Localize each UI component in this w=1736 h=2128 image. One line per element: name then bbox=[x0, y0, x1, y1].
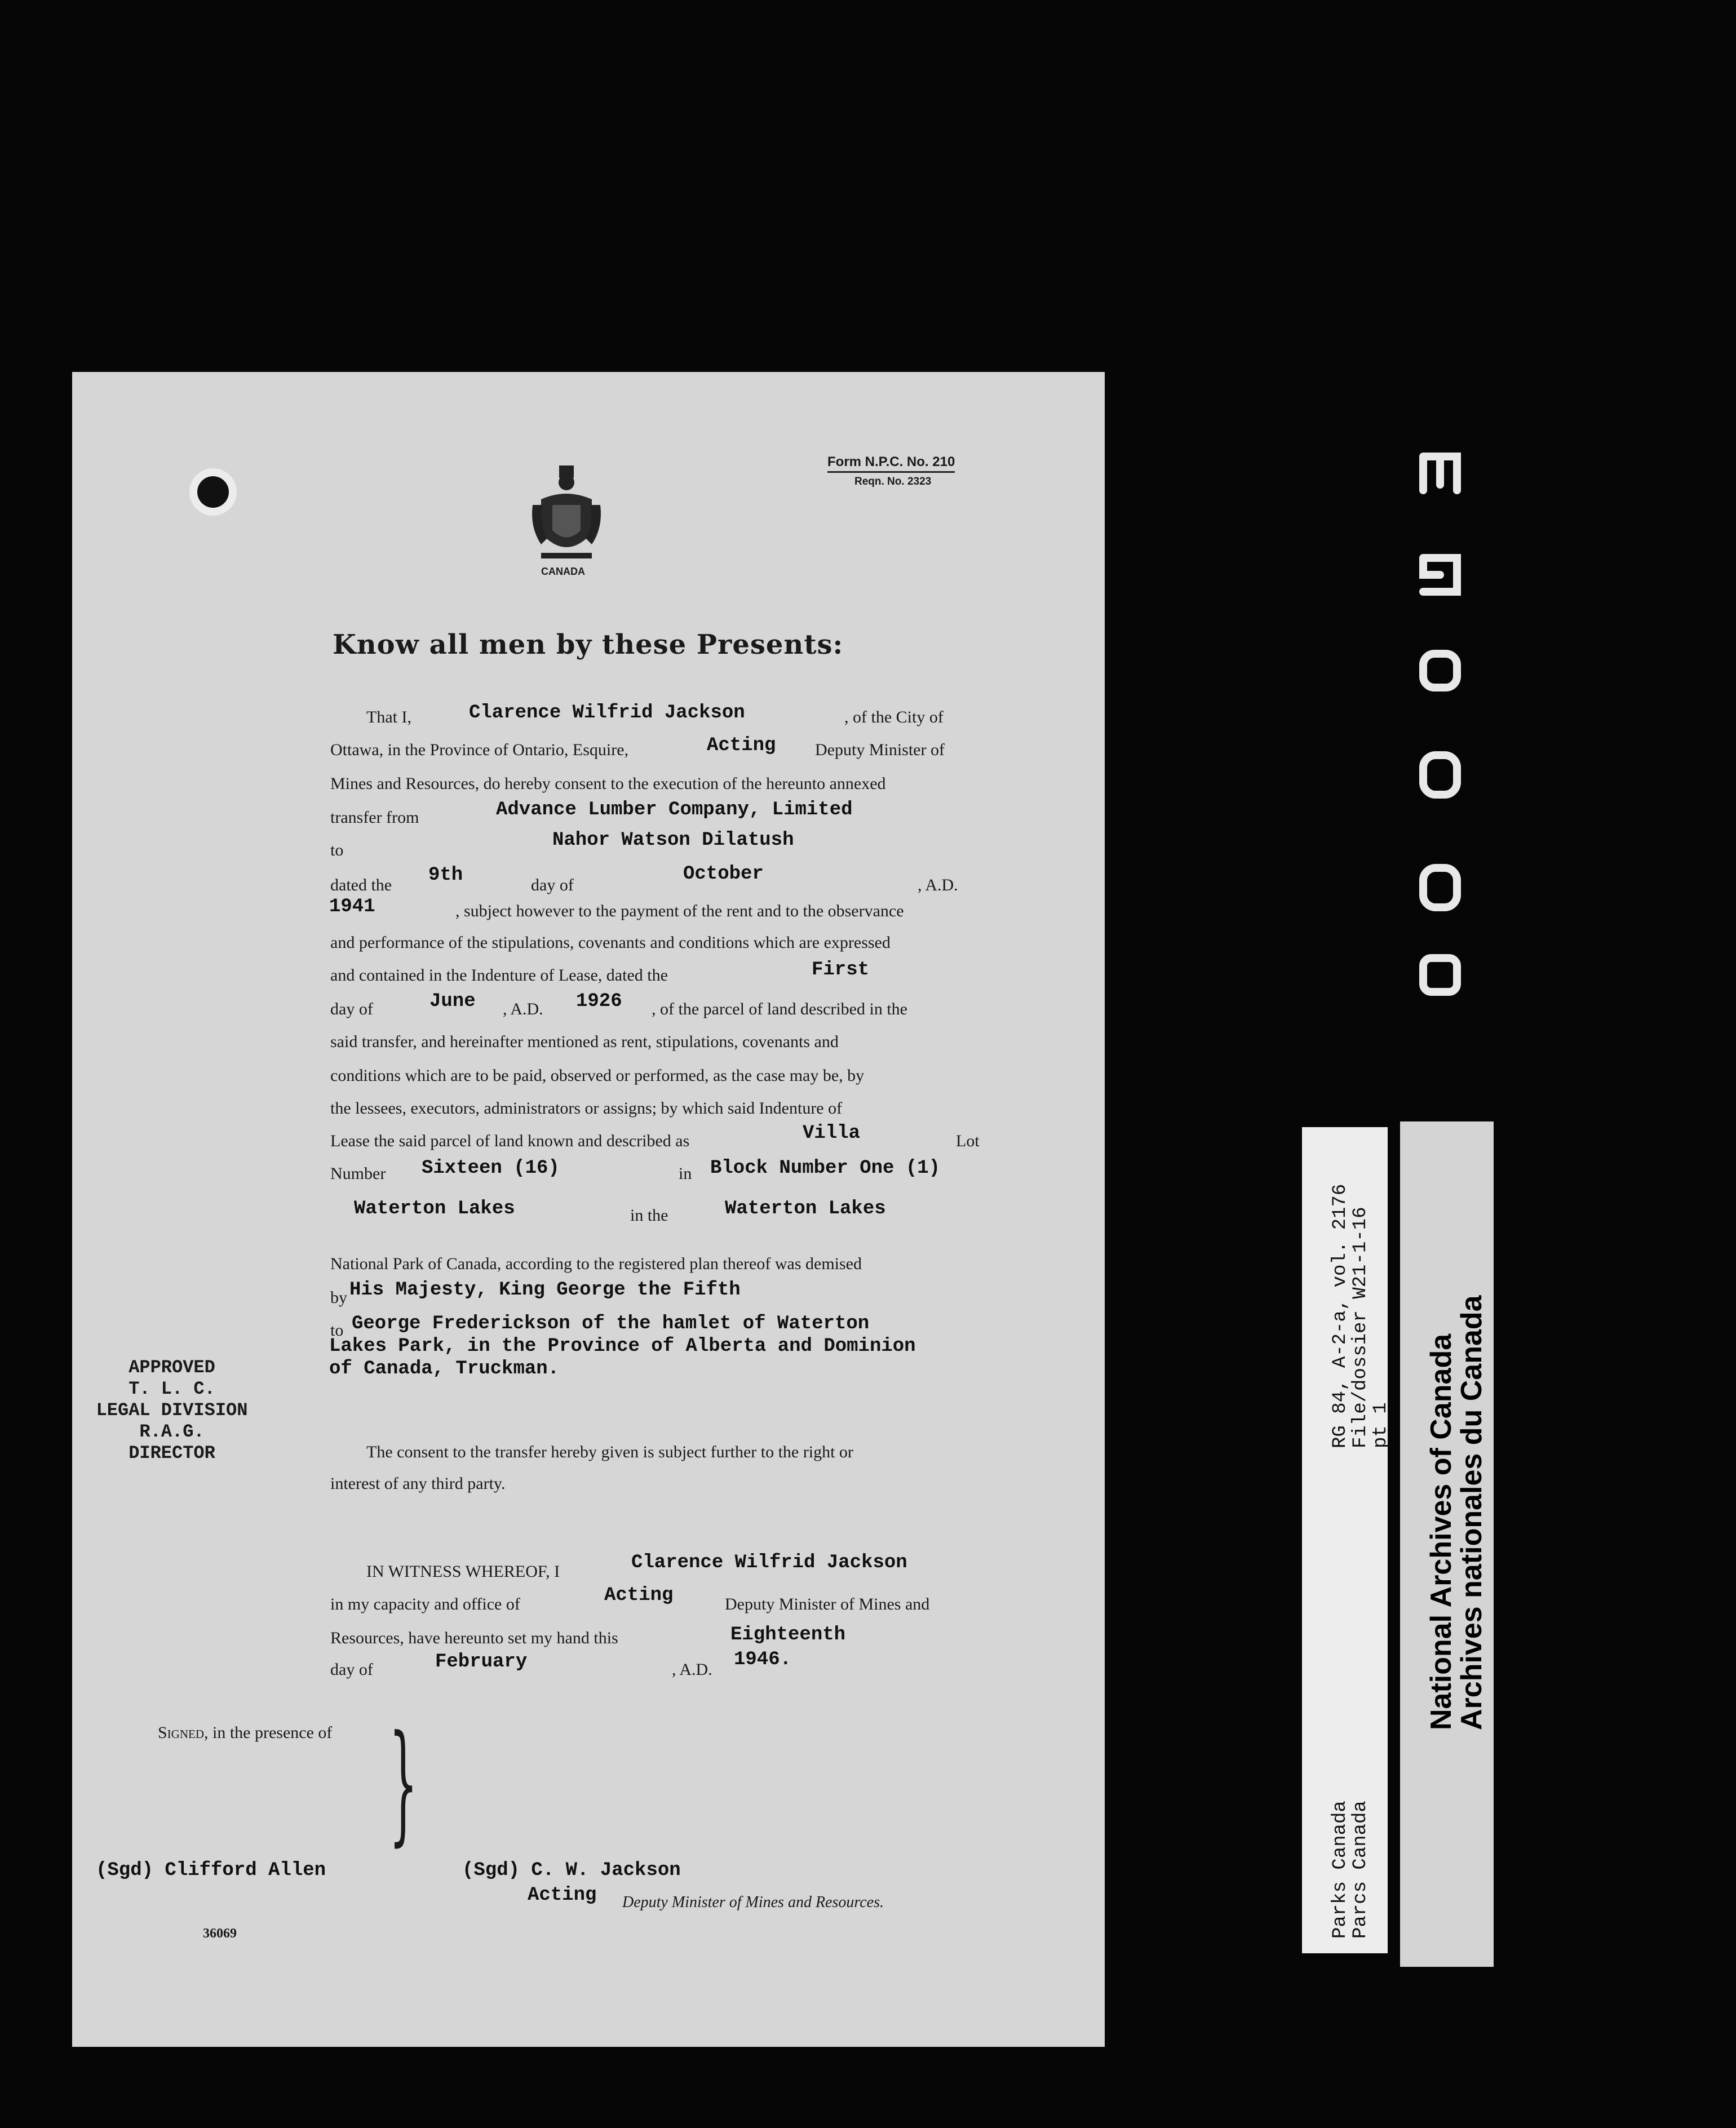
lease-month: June bbox=[429, 991, 476, 1012]
body-text: , subject however to the payment of the rent and to the observance bbox=[455, 902, 904, 920]
reference-line: File/dossier W21-1-16 bbox=[1350, 1207, 1371, 1448]
punch-hole bbox=[197, 476, 229, 508]
body-text: day of bbox=[330, 1000, 373, 1018]
block-number: Block Number One (1) bbox=[710, 1158, 941, 1179]
body-text: The consent to the transfer hereby given is subject further to the right or bbox=[366, 1443, 853, 1461]
body-text: transfer from bbox=[330, 808, 419, 827]
body-text: and contained in the Indenture of Lease, dated the bbox=[330, 966, 668, 985]
original-lessee: George Frederickson of the hamlet of Waterton bbox=[352, 1313, 870, 1335]
acting-title: Acting bbox=[604, 1585, 674, 1606]
body-text: , A.D. bbox=[918, 876, 958, 894]
archives-line: Archives nationales du Canada bbox=[1455, 1295, 1488, 1730]
body-text: conditions which are to be paid, observed or performed, as the case may be, by bbox=[330, 1066, 865, 1085]
body-text: to bbox=[330, 1321, 344, 1340]
stamp-line: R.A.G. bbox=[139, 1421, 205, 1442]
signing-year: 1946. bbox=[734, 1649, 792, 1670]
archive-reference-lines bbox=[1330, 1184, 1391, 1448]
body-text: , A.D. bbox=[503, 1000, 543, 1018]
transfer-year: 1941 bbox=[329, 896, 375, 917]
document-number: 36069 bbox=[203, 1926, 237, 1941]
body-text: in the bbox=[630, 1206, 668, 1225]
body-text: day of bbox=[330, 1660, 373, 1679]
minister-name: Clarence Wilfrid Jackson bbox=[469, 702, 745, 724]
lease-year: 1926 bbox=[576, 991, 622, 1012]
witness-minister-name: Clarence Wilfrid Jackson bbox=[631, 1552, 907, 1573]
body-text: by bbox=[330, 1288, 347, 1307]
body-text: , of the City of bbox=[844, 708, 944, 726]
approval-stamp bbox=[79, 1357, 265, 1464]
body-text: Deputy Minister of Mines and bbox=[725, 1595, 930, 1613]
lease-day: First bbox=[812, 959, 870, 981]
archives-name-lines bbox=[1426, 1295, 1487, 1730]
signing-day: Eighteenth bbox=[730, 1624, 846, 1646]
stamp-line: DIRECTOR bbox=[129, 1443, 215, 1464]
body-text: and performance of the stipulations, covenants and conditions which are expressed bbox=[330, 933, 891, 952]
lessor-name: His Majesty, King George the Fifth bbox=[349, 1279, 741, 1301]
document-page bbox=[72, 372, 1105, 2047]
acting-title: Acting bbox=[528, 1885, 597, 1906]
body-text: Resources, have hereunto set my hand this bbox=[330, 1629, 618, 1647]
body-text: dated the bbox=[330, 876, 392, 894]
body-text: to bbox=[330, 841, 344, 859]
stamp-line: T. L. C. bbox=[129, 1378, 215, 1399]
parks-canada-lines bbox=[1330, 1801, 1371, 1939]
form-number: Form N.P.C. No. 210 bbox=[827, 454, 955, 473]
body-text: Lot bbox=[956, 1132, 980, 1150]
minister-title: Deputy Minister of Mines and Resources. bbox=[622, 1894, 884, 1911]
crest-label: CANADA bbox=[541, 566, 585, 577]
stamp-line: APPROVED bbox=[129, 1357, 215, 1378]
requisition-number: Reqn. No. 2323 bbox=[854, 476, 932, 487]
reference-line: pt 1 bbox=[1370, 1402, 1392, 1448]
acting-title: Acting bbox=[707, 735, 776, 756]
transferor-name: Advance Lumber Company, Limited bbox=[496, 799, 853, 821]
frame-number-graphic bbox=[1418, 451, 1463, 998]
minister-signature: (Sgd) C. W. Jackson bbox=[462, 1860, 681, 1881]
body-text: in my capacity and office of bbox=[330, 1595, 520, 1613]
townsite-name: Waterton Lakes bbox=[354, 1198, 515, 1220]
original-lessee: of Canada, Truckman. bbox=[329, 1358, 560, 1380]
transfer-day: 9th bbox=[428, 865, 463, 886]
stamp-line: LEGAL DIVISION bbox=[96, 1400, 248, 1421]
body-text: Number bbox=[330, 1164, 386, 1183]
body-text: interest of any third party. bbox=[330, 1474, 506, 1493]
parks-line: Parks Canada bbox=[1330, 1801, 1351, 1939]
body-text: Lease the said parcel of land known and described as bbox=[330, 1132, 690, 1150]
original-lessee: Lakes Park, in the Province of Alberta and Dominion bbox=[329, 1336, 916, 1357]
body-text: IN WITNESS WHEREOF, I bbox=[366, 1562, 560, 1581]
archives-line: National Archives of Canada bbox=[1425, 1333, 1458, 1730]
lot-type: Villa bbox=[803, 1123, 861, 1144]
park-name: Waterton Lakes bbox=[725, 1198, 886, 1220]
body-text: National Park of Canada, according to the registered plan thereof was demised bbox=[330, 1254, 862, 1273]
canada-coat-of-arms-icon bbox=[530, 466, 603, 567]
body-text: Mines and Resources, do hereby consent to the execution of the hereunto annexed bbox=[330, 774, 886, 793]
body-text: That I, bbox=[366, 708, 411, 726]
body-text: the lessees, executors, administrators or assigns; by which said Indenture of bbox=[330, 1099, 843, 1118]
body-text: , A.D. bbox=[672, 1660, 712, 1679]
body-text: in bbox=[679, 1164, 692, 1183]
reference-line: RG 84, A-2-a, vol. 2176 bbox=[1330, 1183, 1351, 1448]
presence-text: , in the presence of bbox=[204, 1723, 333, 1742]
transferee-name: Nahor Watson Dilatush bbox=[552, 830, 794, 851]
transfer-month: October bbox=[683, 863, 764, 885]
parks-line: Parcs Canada bbox=[1350, 1801, 1371, 1939]
body-text: said transfer, and hereinafter mentioned as rent, stipulations, covenants and bbox=[330, 1032, 839, 1051]
signed-word: Signed bbox=[158, 1723, 205, 1742]
document-heading: Know all men by these Presents: bbox=[333, 629, 844, 660]
body-text: , of the parcel of land described in the bbox=[652, 1000, 907, 1018]
brace: } bbox=[389, 1708, 418, 1859]
body-text: Deputy Minister of bbox=[815, 741, 945, 759]
lot-number: Sixteen (16) bbox=[422, 1158, 560, 1179]
signing-month: February bbox=[435, 1651, 528, 1673]
body-text: Ottawa, in the Province of Ontario, Esquire, bbox=[330, 741, 629, 759]
signed-presence-text bbox=[158, 1723, 332, 1743]
witness-signature: (Sgd) Clifford Allen bbox=[96, 1860, 326, 1881]
body-text: day of bbox=[531, 876, 574, 894]
